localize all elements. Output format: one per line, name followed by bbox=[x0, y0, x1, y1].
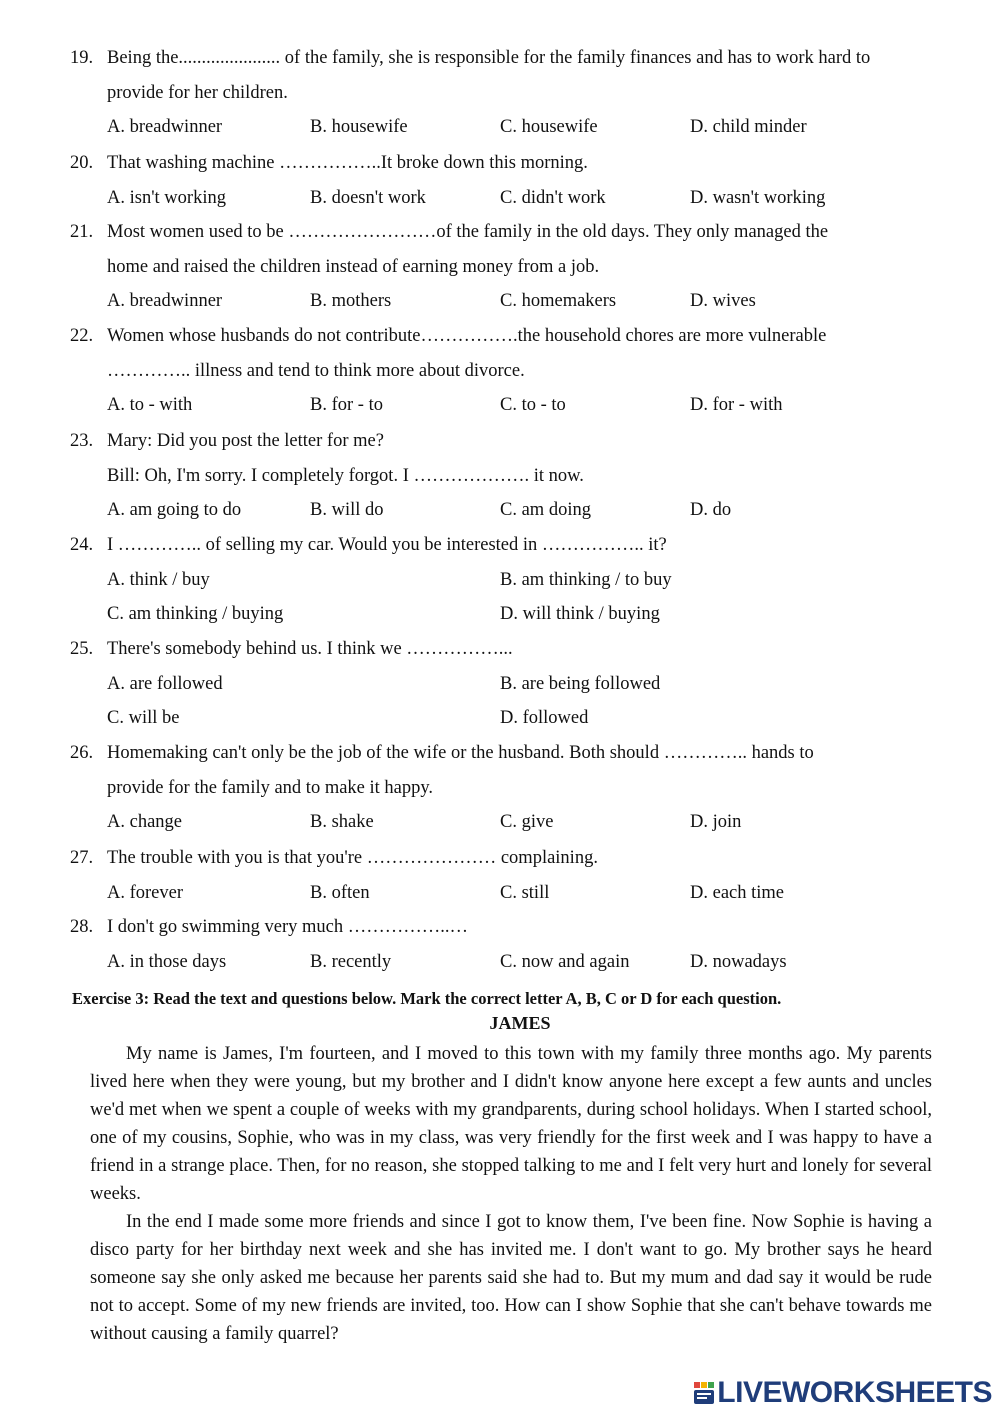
option-c[interactable]: C. still bbox=[500, 882, 550, 903]
question-text: I don't go swimming very much ……………..… bbox=[107, 917, 468, 937]
options-row bbox=[70, 945, 950, 980]
question-text-continued: provide for the family and to make it happy. bbox=[107, 777, 434, 798]
option-d[interactable]: D. do bbox=[690, 500, 732, 520]
question-text: Being the...................... of the family, she is responsible for the family finances and has to work hard to bbox=[107, 48, 871, 68]
question-23 bbox=[70, 424, 950, 528]
question-text: The trouble with you is that you're ………………… complaining. bbox=[107, 848, 598, 868]
option-a[interactable]: A. am going to do bbox=[107, 500, 242, 520]
options-row bbox=[70, 667, 950, 702]
option-a[interactable]: A. forever bbox=[107, 882, 184, 903]
question-number: 19. bbox=[70, 48, 94, 68]
options-row bbox=[70, 110, 950, 145]
option-a[interactable]: A. isn't working bbox=[107, 187, 226, 208]
question-number: 26. bbox=[70, 743, 94, 763]
question-text: I ………….. of selling my car. Would you be interested in …………….. it? bbox=[107, 535, 667, 555]
option-d[interactable]: D. will think / buying bbox=[500, 604, 660, 624]
option-c[interactable]: C. am doing bbox=[500, 500, 591, 520]
option-d[interactable]: D. followed bbox=[500, 708, 589, 728]
option-b[interactable]: B. am thinking / to buy bbox=[500, 569, 672, 590]
option-b[interactable]: B. housewife bbox=[310, 117, 408, 137]
question-20 bbox=[70, 146, 950, 215]
reading-passage bbox=[90, 1040, 932, 1348]
option-c[interactable]: C. give bbox=[500, 812, 554, 832]
option-c[interactable]: C. now and again bbox=[500, 951, 630, 972]
question-text: Homemaking can't only be the job of the wife or the husband. Both should ………….. hands to bbox=[107, 743, 814, 763]
option-c[interactable]: C. will be bbox=[107, 708, 180, 728]
option-a[interactable]: A. to - with bbox=[107, 395, 193, 415]
question-text-continued: home and raised the children instead of earning money from a job. bbox=[107, 256, 600, 277]
question-number: 27. bbox=[70, 848, 94, 868]
options-row bbox=[70, 563, 950, 598]
question-text: That washing machine ……………..It broke down this morning. bbox=[107, 153, 588, 173]
option-d[interactable]: D. join bbox=[690, 812, 742, 832]
options-row bbox=[70, 597, 950, 632]
passage-paragraph-1: My name is James, I'm fourteen, and I moved to this town with my family three months ago. My parents lived here when they were young, but my brother and I didn't know anyone here except a few aunts and uncles we'd met when we spent a couple of weeks with my grandparents, during school holidays. When I started school, one of my cousins, Sophie, who was in my class, was very friendly for the first week and I was happy to have a friend in a strange place. Then, for no reason, she stopped talking to me and I felt very hurt and lonely for several weeks. bbox=[90, 1044, 932, 1204]
liveworksheets-logo-icon bbox=[693, 1380, 715, 1406]
option-d[interactable]: D. wives bbox=[690, 291, 756, 311]
option-a[interactable]: A. in those days bbox=[107, 951, 227, 972]
question-number: 25. bbox=[70, 639, 94, 659]
question-24 bbox=[70, 528, 950, 632]
option-b[interactable]: B. are being followed bbox=[500, 673, 661, 694]
options-row bbox=[70, 493, 950, 528]
option-a[interactable]: A. breadwinner bbox=[107, 117, 223, 137]
option-b[interactable]: B. for - to bbox=[310, 395, 383, 415]
question-22 bbox=[70, 319, 950, 423]
options-row bbox=[70, 701, 950, 736]
question-text: Mary: Did you post the letter for me? bbox=[107, 431, 384, 451]
question-number: 22. bbox=[70, 326, 94, 346]
question-21 bbox=[70, 215, 950, 319]
question-text-continued: ………….. illness and tend to think more about divorce. bbox=[107, 360, 525, 381]
option-d[interactable]: D. wasn't working bbox=[690, 187, 826, 208]
options-row bbox=[70, 876, 950, 911]
options-row bbox=[70, 181, 950, 216]
option-a[interactable]: A. think / buy bbox=[107, 569, 210, 590]
question-number: 28. bbox=[70, 917, 94, 937]
option-d[interactable]: D. for - with bbox=[690, 395, 783, 415]
option-c[interactable]: C. didn't work bbox=[500, 187, 606, 208]
options-row bbox=[70, 284, 950, 319]
question-number: 20. bbox=[70, 153, 94, 173]
option-d[interactable]: D. nowadays bbox=[690, 951, 787, 972]
option-c[interactable]: C. am thinking / buying bbox=[107, 604, 284, 624]
question-27 bbox=[70, 841, 950, 910]
question-number: 24. bbox=[70, 535, 94, 555]
option-b[interactable]: B. doesn't work bbox=[310, 187, 426, 208]
question-26 bbox=[70, 736, 950, 840]
passage-paragraph-2: In the end I made some more friends and since I got to know them, I've been fine. Now Sophie is having a disco party for her birthday next week and she has invited me. I don't want to go. My brother says he heard someone say she only asked me because her parents said she had to. But my mum and dad say it would be rude not to accept. Some of my new friends are invited, too. How can I show Sophie that she can't behave towards me without causing a family quarrel? bbox=[90, 1212, 932, 1344]
options-row bbox=[70, 805, 950, 840]
option-d[interactable]: D. each time bbox=[690, 882, 784, 903]
question-text: Women whose husbands do not contribute…………….the household chores are more vulnerable bbox=[107, 326, 827, 346]
liveworksheets-wordmark: LIVEWORKSHEETS bbox=[717, 1376, 992, 1409]
question-text-continued: Bill: Oh, I'm sorry. I completely forgot. I ………………. it now. bbox=[107, 465, 584, 486]
option-b[interactable]: B. often bbox=[310, 882, 370, 903]
question-text: Most women used to be ……………………of the family in the old days. They only managed the bbox=[107, 222, 829, 242]
question-text: There's somebody behind us. I think we ……………... bbox=[107, 639, 513, 659]
liveworksheets-logo bbox=[693, 1375, 992, 1411]
option-c[interactable]: C. homemakers bbox=[500, 291, 617, 311]
option-c[interactable]: C. to - to bbox=[500, 395, 566, 415]
question-text-continued: provide for her children. bbox=[107, 82, 288, 103]
option-b[interactable]: B. recently bbox=[310, 951, 392, 972]
option-a[interactable]: A. are followed bbox=[107, 673, 223, 694]
option-d[interactable]: D. child minder bbox=[690, 117, 807, 137]
question-25 bbox=[70, 632, 950, 736]
question-28 bbox=[70, 910, 950, 979]
option-c[interactable]: C. housewife bbox=[500, 117, 598, 137]
option-b[interactable]: B. will do bbox=[310, 500, 384, 520]
question-19 bbox=[70, 41, 950, 145]
question-number: 23. bbox=[70, 431, 94, 451]
exercise-title: Exercise 3: Read the text and questions below. Mark the correct letter A, B, C or D for each question. bbox=[72, 989, 782, 1008]
option-b[interactable]: B. shake bbox=[310, 812, 374, 832]
options-row bbox=[70, 388, 950, 423]
option-a[interactable]: A. breadwinner bbox=[107, 291, 223, 311]
option-b[interactable]: B. mothers bbox=[310, 291, 392, 311]
option-a[interactable]: A. change bbox=[107, 812, 182, 832]
passage-heading: JAMES bbox=[489, 1013, 551, 1033]
question-number: 21. bbox=[70, 222, 94, 242]
